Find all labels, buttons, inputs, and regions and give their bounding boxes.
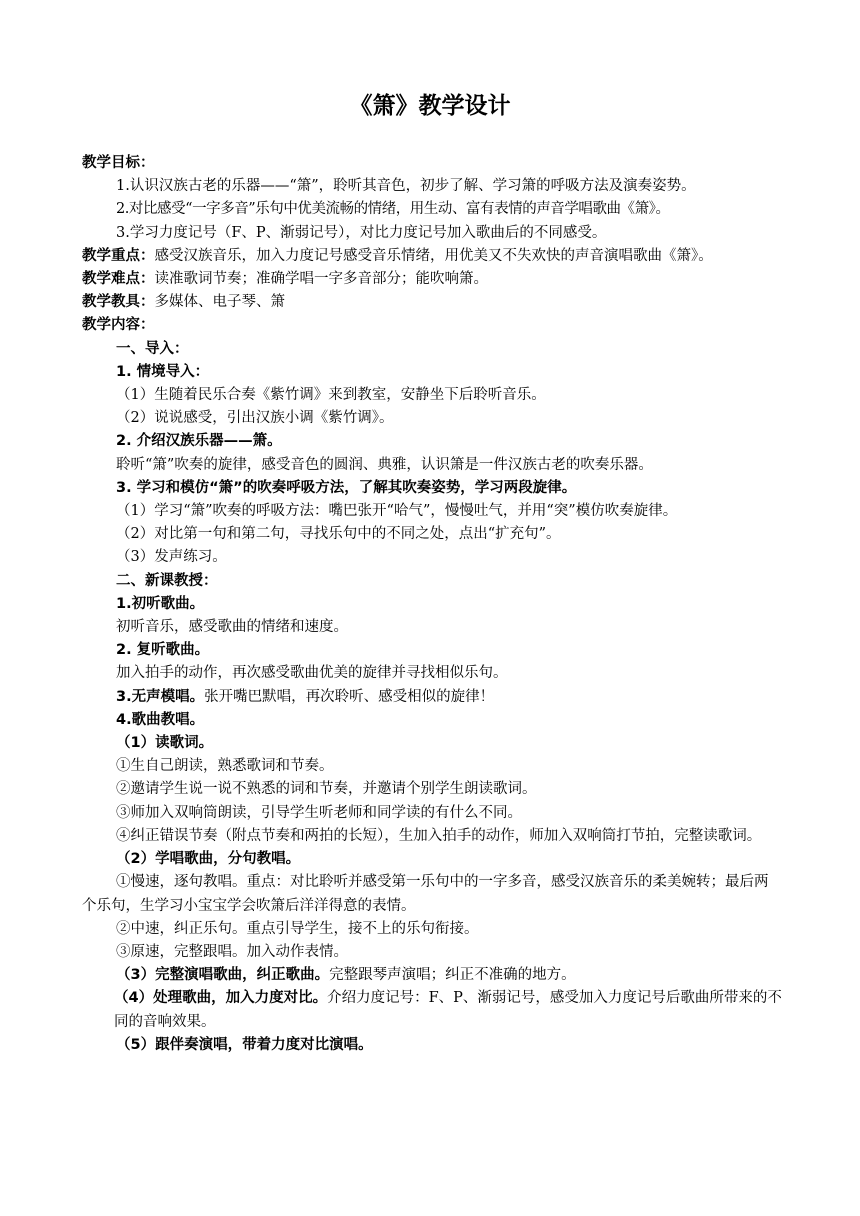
- part2-s4-3: [82, 964, 782, 987]
- part1-s3-c: （3）发声练习。: [116, 549, 227, 566]
- part2-s4-4-heading: （4）处理歌曲，加入力度对比。: [114, 990, 328, 1007]
- part2-s4-1-c: ③师加入双响筒朗读，引导学生听老师和同学读的有什么不同。: [116, 804, 522, 821]
- part2-s1-heading: 1.初听歌曲。: [116, 595, 205, 612]
- part1-s2-text: 聆听“箫”吹奏的旋律，感受音色的圆润、典雅，认识箫是一件汉族古老的吹奏乐器。: [116, 456, 653, 473]
- document-title: 《箫》教学设计: [349, 93, 511, 119]
- part2-s4-4-text: 介绍力度记号：F、P、渐弱记号，感受加入力度记号后歌曲所带来的不同的音响效果。: [114, 990, 782, 1030]
- key-points-text: 感受汉族音乐，加入力度记号感受音乐情绪，用优美又不失欢快的声音演唱歌曲《箫》。: [154, 247, 713, 264]
- key-points-label: 教学重点：: [82, 247, 155, 264]
- tools-label: 教学教具：: [82, 294, 155, 311]
- part2-s4-heading: 4.歌曲教唱。: [116, 711, 205, 728]
- part2-s1-text: 初听音乐，感受歌曲的情绪和速度。: [116, 619, 348, 636]
- key-points: [82, 245, 782, 268]
- part2-s4-2-a: ①慢速，逐句教唱。重点：对比聆听并感受第一乐句中的一字多音，感受汉族音乐的柔美婉转；最后两个乐句，生学习小宝宝学会吹箫后洋洋得意的表情。: [82, 874, 769, 914]
- part2-s4-4: [82, 987, 782, 1033]
- part2-s4-1-d: ④纠正错误节奏（附点节奏和两拍的长短），生加入拍手的动作，师加入双响筒打节拍，完整读歌词。: [116, 827, 762, 844]
- part1-s3-heading: 3. 学习和模仿“箫”的吹奏呼吸方法，了解其吹奏姿势，学习两段旋律。: [116, 479, 577, 496]
- objective-item-3: 3.学习力度记号（F、P、渐弱记号），对比力度记号加入歌曲后的不同感受。: [116, 224, 607, 241]
- objective-item-2: 2.对比感受“一字多音”乐句中优美流畅的情绪，用生动、富有表情的声音学唱歌曲《箫》。: [116, 201, 670, 218]
- part2-heading: 二、新课教授：: [116, 572, 218, 589]
- part2-s4-1-heading: （1）读歌词。: [116, 735, 214, 752]
- document-body: [82, 152, 782, 1057]
- part1-s3-a: （1）学习“箫”吹奏的呼吸方法：嘴巴张开“哈气”，慢慢吐气，并用“突”模仿吹奏旋律。: [116, 503, 678, 520]
- part1-s3-b: （2）对比第一句和第二句，寻找乐句中的不同之处，点出“扩充句”。: [116, 526, 561, 543]
- difficulty-points: [82, 268, 782, 291]
- part1-s1-heading: 1. 情境导入：: [116, 363, 210, 380]
- part1-s1-b: （2）说说感受，引出汉族小调《紫竹调》。: [116, 410, 394, 427]
- part1-s1-a: （1）生随着民乐合奏《紫竹调》来到教室，安静坐下后聆听音乐。: [116, 387, 546, 404]
- part2-s4-5-heading: （5）跟伴奏演唱，带着力度对比演唱。: [116, 1036, 373, 1053]
- difficulty-text: 读准歌词节奏；准确学唱一字多音部分；能吹响箫。: [154, 271, 488, 288]
- part2-s3-heading: 3.无声模唱。: [116, 688, 205, 705]
- objectives-heading: 教学目标：: [82, 155, 155, 171]
- part2-s3: [82, 686, 782, 709]
- tools-text: 多媒体、电子琴、箫: [154, 294, 285, 311]
- part2-s4-2-c: ③原速，完整跟唱。加入动作表情。: [116, 943, 348, 960]
- part1-heading: 一、导入：: [116, 340, 189, 357]
- part2-s3-text: 张开嘴巴默唱，再次聆听、感受相似的旋律！: [204, 688, 495, 705]
- part2-s4-2-b: ②中速，纠正乐句。重点引导学生，接不上的乐句衔接。: [116, 920, 479, 937]
- part2-s2-heading: 2. 复听歌曲。: [116, 642, 210, 659]
- teaching-tools: [82, 291, 782, 314]
- part2-s4-1-a: ①生自己朗读，熟悉歌词和节奏。: [116, 758, 334, 775]
- part2-s4-3-heading: （3）完整演唱歌曲，纠正歌曲。: [116, 967, 330, 984]
- part2-s2-text: 加入拍手的动作，再次感受歌曲优美的旋律并寻找相似乐句。: [116, 665, 508, 682]
- part2-s4-1-b: ②邀请学生说一说不熟悉的词和节奏，并邀请个别学生朗读歌词。: [116, 781, 537, 798]
- part1-s2-heading: 2. 介绍汉族乐器——箫。: [116, 433, 282, 450]
- objective-item-1: 1.认识汉族古老的乐器——“箫”，聆听其音色，初步了解、学习箫的呼吸方法及演奏姿势。: [116, 178, 696, 195]
- content-heading: 教学内容：: [82, 317, 155, 334]
- part2-s4-2-heading: （2）学唱歌曲，分句教唱。: [116, 851, 301, 868]
- difficulty-label: 教学难点：: [82, 271, 155, 288]
- part2-s4-3-text: 完整跟琴声演唱；纠正不准确的地方。: [329, 967, 576, 984]
